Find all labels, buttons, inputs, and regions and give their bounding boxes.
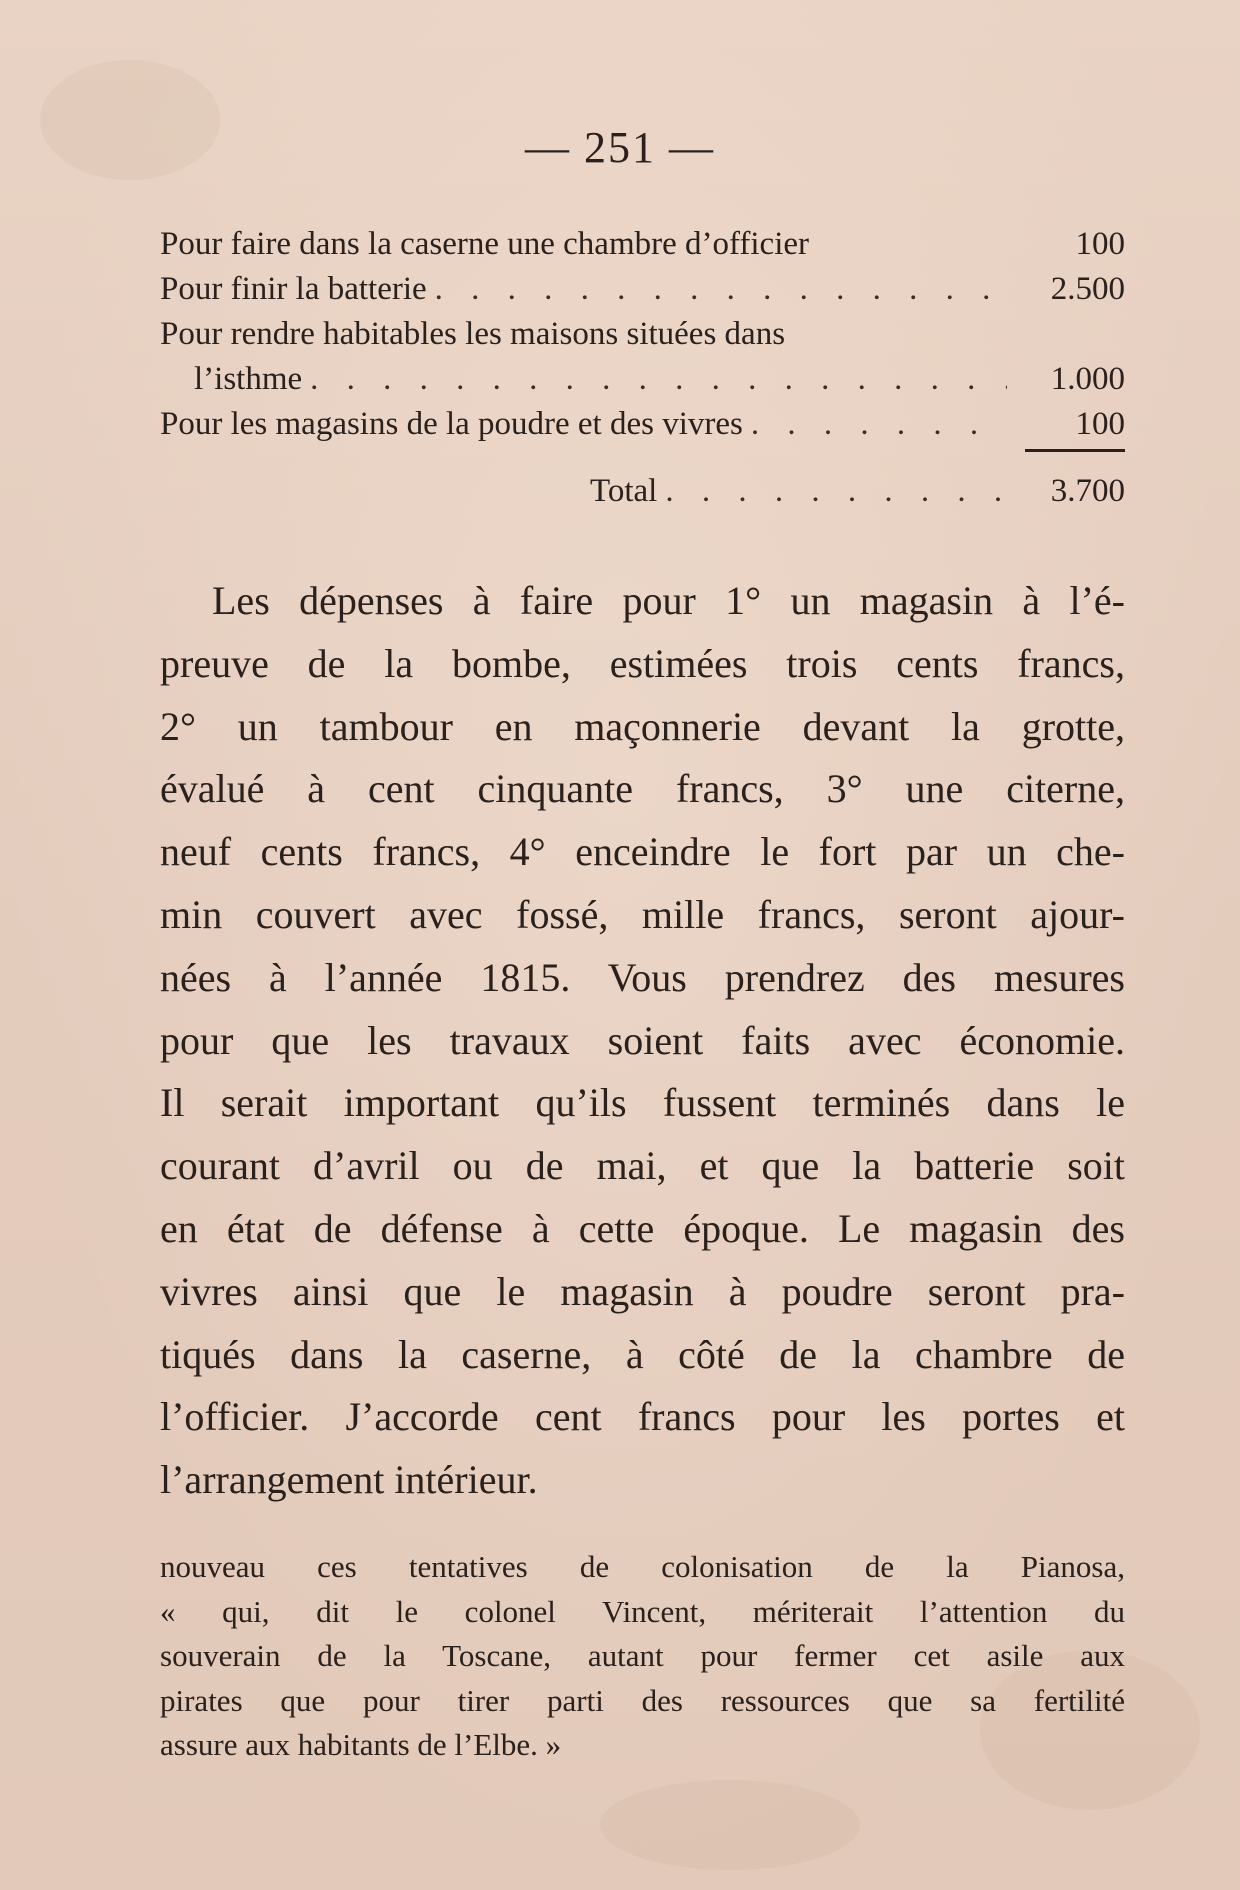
cost-row: [160, 357, 1125, 402]
paragraph-line: évalué à cent cinquante francs, 3° une citerne,: [160, 766, 1125, 812]
cost-row: [160, 312, 1125, 357]
paragraph-line: tiqués dans la caserne, à côté de la chambre de: [160, 1331, 1125, 1377]
total-row: [160, 469, 1125, 514]
cost-label: Pour faire dans la caserne une chambre d’officier: [160, 226, 809, 262]
footnote-line: assure aux habitants de l’Elbe. »: [160, 1727, 562, 1762]
paragraph-line: courant d’avril ou de mai, et que la batterie soit: [160, 1143, 1125, 1189]
cost-amount: 1.000: [1050, 361, 1125, 397]
sum-rule: [1025, 449, 1125, 452]
dot-leader: [665, 469, 1007, 514]
footnote-line: souverain de la Toscane, autant pour fermer cet asile aux: [160, 1638, 1125, 1673]
cost-label: Pour rendre habitables les maisons situées dans: [160, 316, 786, 352]
paragraph-line: en état de défense à cette époque. Le magasin des: [160, 1205, 1125, 1251]
cost-row: [160, 267, 1125, 312]
paragraph-line: min couvert avec fossé, mille francs, seront ajour-: [160, 891, 1125, 937]
cost-label: l’isthme: [194, 361, 303, 397]
total-amount: 3.700: [1050, 473, 1125, 509]
footnote-line: nouveau ces tentatives de colonisation de la Pianosa,: [160, 1549, 1125, 1584]
cost-label: Pour les magasins de la poudre et des vivres: [160, 406, 743, 442]
body-paragraph: [160, 570, 1125, 1512]
footnote: [160, 1545, 1125, 1768]
paper-stain: [600, 1780, 860, 1870]
paragraph-line: l’officier. J’accorde cent francs pour les portes et: [160, 1394, 1125, 1440]
paragraph-line: pour que les travaux soient faits avec économie.: [160, 1017, 1125, 1063]
footnote-line: « qui, dit le colonel Vincent, mériterait l’attention du: [160, 1593, 1125, 1629]
page-number: — 251 —: [525, 123, 715, 172]
cost-label: Pour finir la batterie: [160, 271, 427, 307]
paragraph-line: Les dépenses à faire pour 1° un magasin à l’é-: [212, 578, 1125, 623]
paragraph-line: neuf cents francs, 4° enceindre le fort par un che-: [160, 829, 1125, 875]
cost-amount: 100: [1075, 406, 1125, 442]
paragraph-line: 2° un tambour en maçonnerie devant la grotte,: [160, 703, 1125, 749]
cost-amount: 100: [1075, 226, 1125, 262]
total-label: Total: [590, 473, 658, 509]
cost-row: [160, 222, 1125, 267]
cost-row: [160, 402, 1125, 447]
cost-table: [160, 222, 1125, 514]
paragraph-line: vivres ainsi que le magasin à poudre seront pra-: [160, 1268, 1125, 1314]
paragraph-line: l’arrangement intérieur.: [160, 1457, 538, 1503]
paragraph-line: preuve de la bombe, estimées trois cents francs,: [160, 640, 1125, 686]
dot-leader: [751, 402, 1007, 447]
footnote-line: pirates que pour tirer parti des ressources que sa fertilité: [160, 1682, 1125, 1718]
paragraph-line: nées à l’année 1815. Vous prendrez des mesures: [160, 954, 1125, 1000]
paragraph-line: Il serait important qu’ils fussent terminés dans le: [160, 1080, 1125, 1126]
dot-leader: [435, 267, 1007, 312]
dot-leader: [310, 357, 1007, 402]
cost-amount: 2.500: [1050, 271, 1125, 307]
